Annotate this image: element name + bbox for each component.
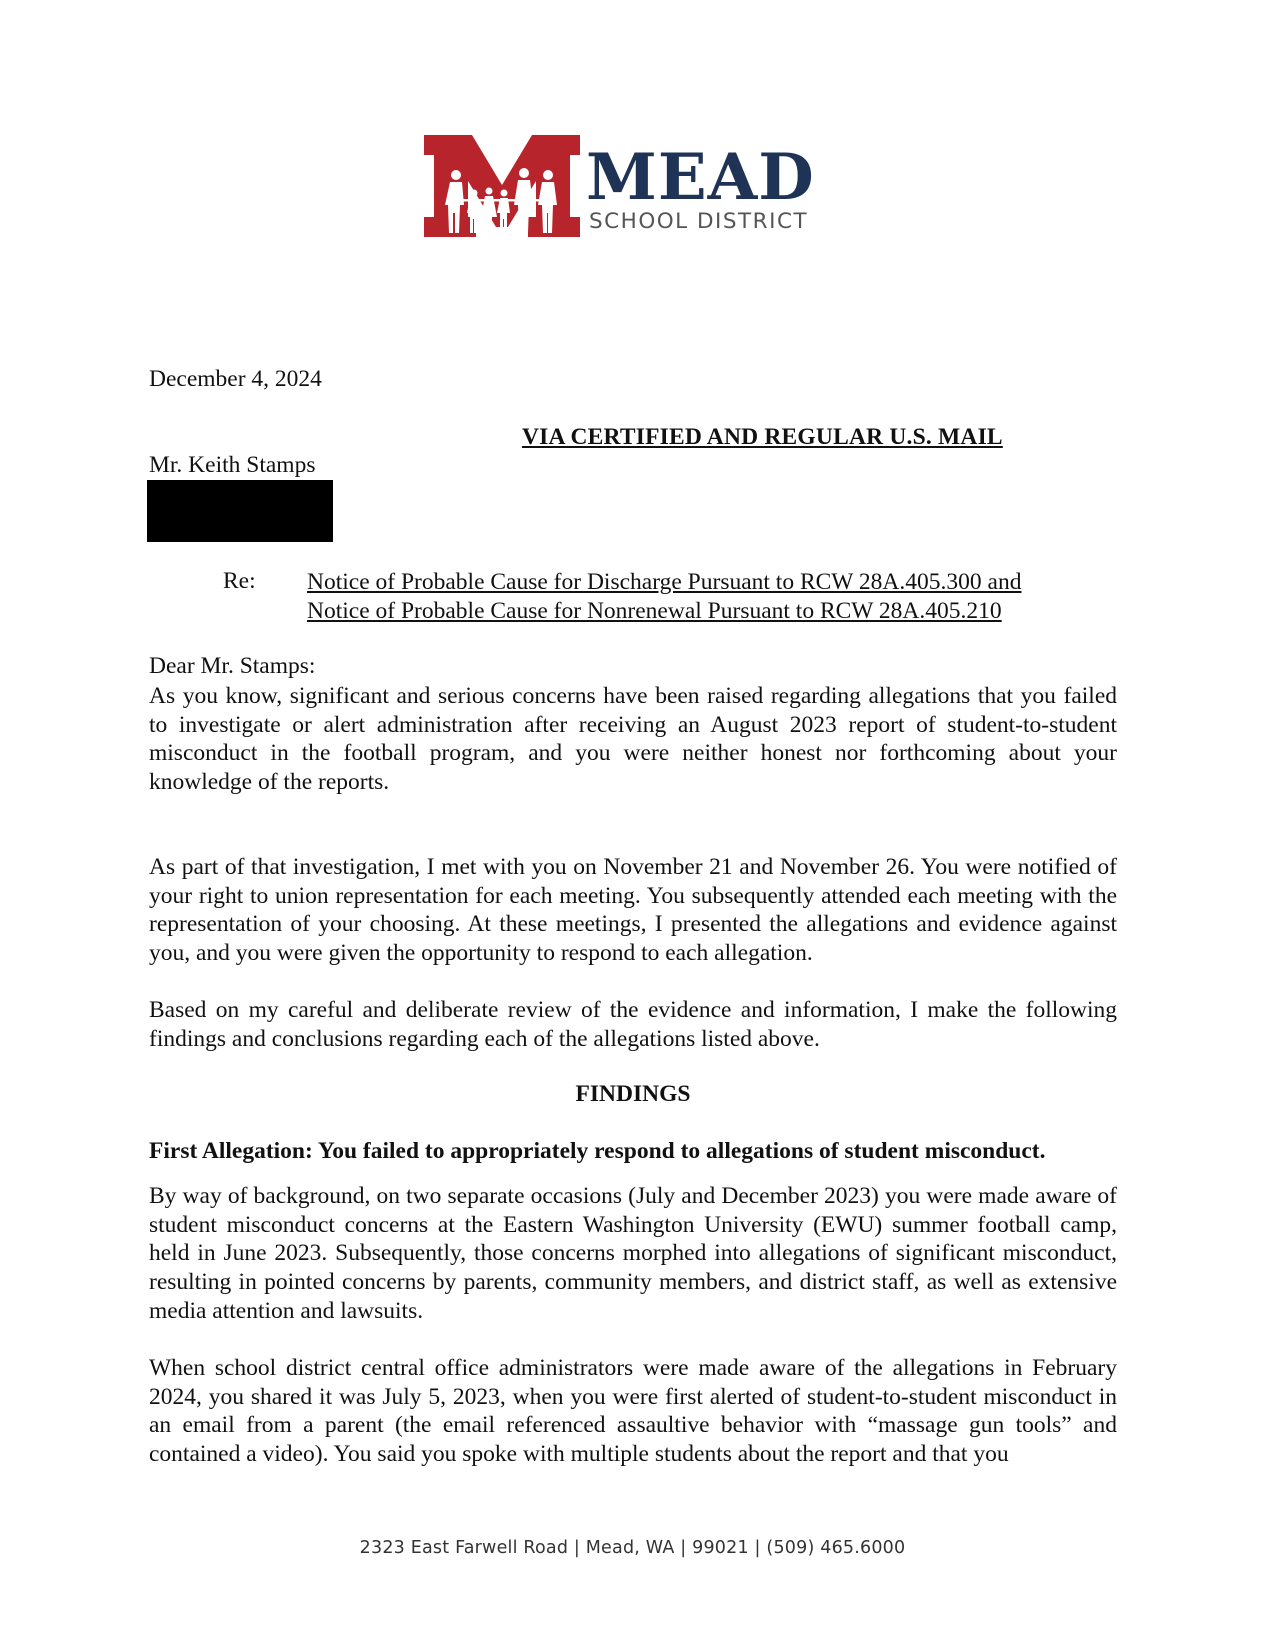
logo-graphic bbox=[424, 133, 844, 243]
re-subject bbox=[307, 568, 1021, 626]
findings-paragraph: When school district central office administrators were made aware of the allegations in February 2024, you shared it was July 5, 2023, when you were first alerted of student-to-student misconduct in an email from a parent (the email referenced assaultive behavior with “massage gun tools” and contained a video). You said you spoke with multiple students about the report and that you bbox=[149, 1355, 1117, 1468]
mead-school-district-logo bbox=[424, 133, 844, 243]
re-subject-line-2: Notice of Probable Cause for Nonrenewal Pursuant to RCW 28A.405.210 bbox=[307, 598, 1002, 624]
delivery-method: VIA CERTIFIED AND REGULAR U.S. MAIL bbox=[522, 424, 1003, 450]
salutation: Dear Mr. Stamps: bbox=[149, 653, 316, 679]
logo-subtitle: SCHOOL DISTRICT bbox=[589, 209, 809, 234]
letter-date: December 4, 2024 bbox=[149, 366, 322, 392]
m-letter-mark bbox=[424, 135, 580, 237]
redacted-address-block bbox=[147, 480, 333, 542]
footer-address: 2323 East Farwell Road | Mead, WA | 99021 | (509) 465.6000 bbox=[359, 1538, 906, 1558]
body-paragraph: Based on my careful and deliberate review of the evidence and information, I make the following findings and conclusions regarding each of the allegations listed above. bbox=[149, 997, 1117, 1052]
recipient-name: Mr. Keith Stamps bbox=[149, 452, 316, 478]
findings-paragraph: By way of background, on two separate occasions (July and December 2023) you were made aware of student misconduct concerns at the Eastern Washington University (EWU) summer football camp, held in June 2023. Subsequently, those concerns morphed into allegations of significant misconduct, resulting in pointed concerns by parents, community members, and district staff, as well as extensive media attention and lawsuits. bbox=[149, 1183, 1117, 1324]
findings-heading: FINDINGS bbox=[575, 1081, 691, 1107]
body-paragraph: As you know, significant and serious concerns have been raised regarding allegations that you failed to investigate or alert administration after receiving an August 2023 report of student-to-student misconduct in the football program, and you were neither honest nor forthcoming about your knowledge of the reports. bbox=[149, 683, 1117, 796]
re-label: Re: bbox=[223, 568, 256, 594]
re-subject-line-1: Notice of Probable Cause for Discharge Pursuant to RCW 28A.405.300 and bbox=[307, 569, 1022, 595]
first-allegation-heading: First Allegation: You failed to appropriately respond to allegations of student misconduct. bbox=[149, 1138, 1046, 1164]
body-paragraph: As part of that investigation, I met with you on November 21 and November 26. You were notified of your right to union representation for each meeting. You subsequently attended each meeting with the representation of your choosing. At these meetings, I presented the allegations and evidence against you, and you were given the opportunity to respond to each allegation. bbox=[149, 854, 1117, 967]
logo-wordmark: MEAD bbox=[586, 140, 815, 215]
